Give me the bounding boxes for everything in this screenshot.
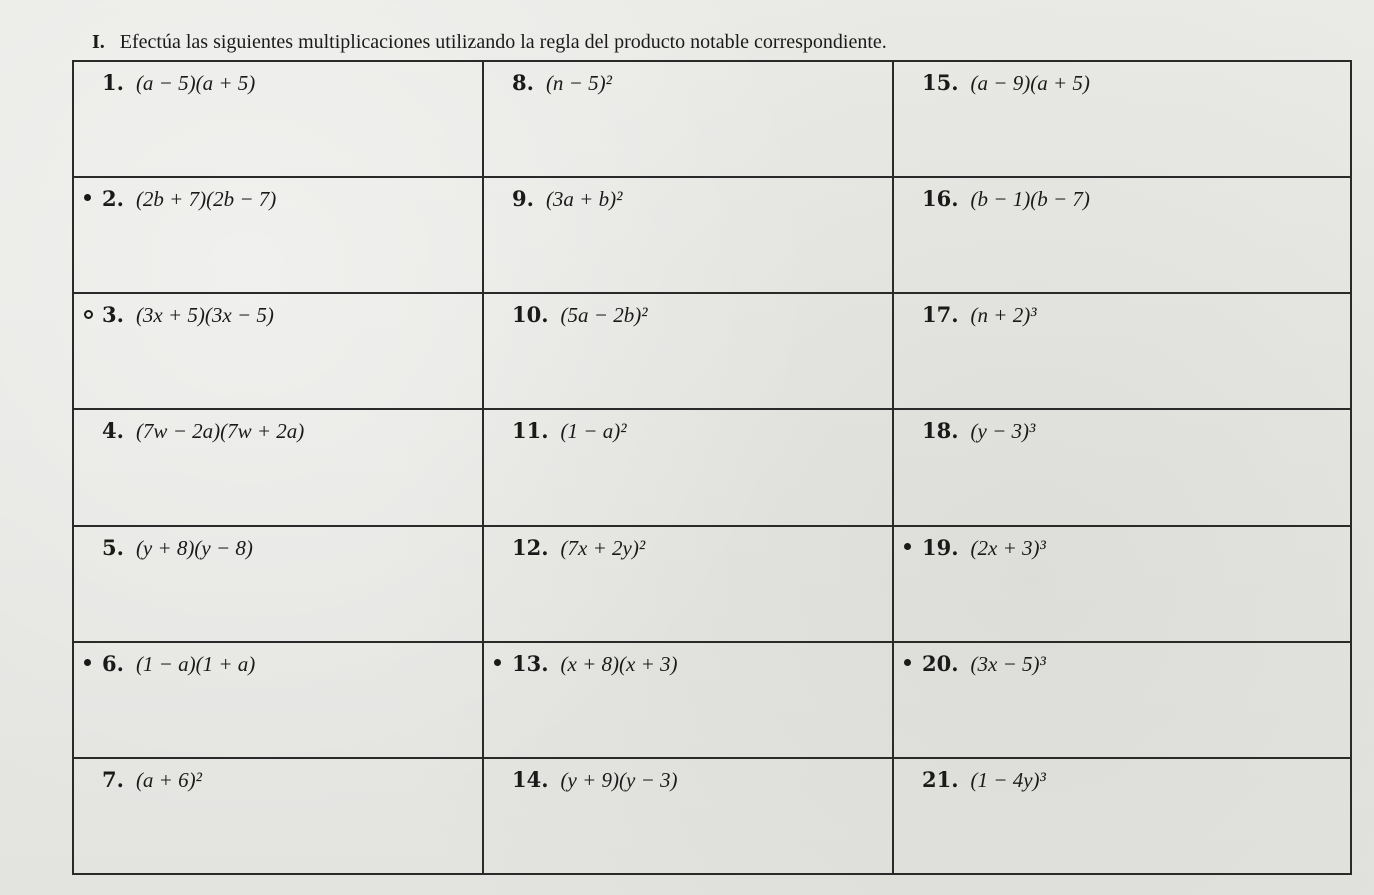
exercise-problem (512, 302, 648, 328)
exercise-cell[interactable] (483, 61, 893, 177)
exercise-cell[interactable] (73, 293, 483, 409)
exercise-expression: (y + 9)(y − 3) (560, 767, 678, 792)
exercise-expression: (5a − 2b)² (560, 303, 648, 328)
exercise-number: 2. (102, 186, 124, 212)
table-row (73, 758, 1351, 874)
exercise-number: 21. (922, 766, 959, 792)
exercise-number: 3. (102, 302, 124, 328)
exercise-cell[interactable] (73, 642, 483, 758)
exercise-problem (102, 535, 253, 561)
exercise-expression: (n − 5)² (545, 71, 612, 95)
exercise-cell[interactable] (893, 526, 1351, 642)
exercise-problem (102, 70, 255, 96)
exercise-cell[interactable] (483, 409, 893, 525)
exercise-number: 9. (512, 186, 534, 212)
exercise-cell[interactable] (73, 526, 483, 642)
exercise-cell[interactable] (893, 642, 1351, 758)
exercise-expression: (3x + 5)(3x − 5) (135, 303, 274, 328)
exercise-number: 16. (922, 186, 959, 212)
exercise-expression: (2b + 7)(2b − 7) (135, 187, 277, 212)
exercise-problem (102, 651, 255, 677)
exercise-number: 19. (922, 534, 959, 560)
exercise-problem (102, 186, 276, 212)
exercise-expression: (y + 8)(y − 8) (135, 535, 253, 560)
exercise-problem (922, 418, 1035, 444)
exercise-expression: (7w − 2a)(7w + 2a) (135, 419, 305, 444)
exercise-expression: (1 − 4y)³ (970, 767, 1046, 792)
exercise-problem (922, 767, 1046, 793)
exercise-number: 18. (922, 418, 959, 444)
exercise-number: 17. (922, 302, 959, 328)
exercise-expression: (a + 6)² (135, 767, 202, 792)
exercise-number: 11. (512, 418, 549, 444)
bullet-mark (84, 310, 93, 319)
exercise-number: 20. (922, 650, 959, 676)
exercise-expression: (x + 8)(x + 3) (560, 651, 678, 676)
exercise-expression: (7x + 2y)² (560, 535, 646, 560)
exercise-cell[interactable] (893, 61, 1351, 177)
exercise-expression: (3a + b)² (545, 187, 623, 212)
exercise-cell[interactable] (73, 61, 483, 177)
exercise-number: 13. (512, 650, 549, 676)
exercise-cell[interactable] (73, 177, 483, 293)
table-row (73, 526, 1351, 642)
instruction-text: Efectúa las siguientes multiplicaciones utilizando la regla del producto notable correspondiente. (119, 31, 887, 53)
bullet-mark (84, 659, 91, 666)
exercise-expression: (a − 5)(a + 5) (135, 71, 256, 95)
table-row (73, 61, 1351, 177)
exercise-table (72, 60, 1352, 875)
exercise-problem (512, 418, 627, 444)
exercise-number: 6. (102, 650, 124, 676)
exercise-expression: (1 − a)(1 + a) (135, 651, 256, 676)
exercise-number: 8. (512, 70, 534, 95)
exercise-expression: (a − 9)(a + 5) (970, 71, 1090, 95)
exercise-problem (922, 70, 1090, 96)
table-row (73, 642, 1351, 758)
exercise-problem (512, 186, 622, 212)
exercise-problem (512, 651, 678, 677)
bullet-mark (494, 659, 501, 666)
exercise-expression: (2x + 3)³ (970, 535, 1046, 560)
exercise-expression: (y − 3)³ (970, 419, 1036, 444)
exercise-number: 15. (922, 70, 959, 95)
exercise-problem (102, 302, 274, 328)
exercise-number: 1. (102, 70, 124, 95)
bullet-mark (84, 194, 91, 201)
exercise-cell[interactable] (73, 409, 483, 525)
exercise-cell[interactable] (483, 526, 893, 642)
instruction-number: I. (92, 31, 105, 53)
exercise-problem (512, 70, 612, 96)
exercise-problem (512, 535, 645, 561)
exercise-cell[interactable] (483, 758, 893, 874)
exercise-problem (512, 767, 678, 793)
exercise-cell[interactable] (893, 293, 1351, 409)
exercise-number: 10. (512, 302, 549, 328)
exercise-problem (922, 186, 1090, 212)
exercise-cell[interactable] (893, 177, 1351, 293)
exercise-cell[interactable] (483, 293, 893, 409)
exercise-number: 14. (512, 766, 549, 792)
exercise-cell[interactable] (483, 642, 893, 758)
instruction-heading (92, 30, 887, 54)
exercise-number: 12. (512, 534, 549, 560)
exercise-problem (922, 651, 1046, 677)
table-row (73, 177, 1351, 293)
exercise-problem (922, 535, 1046, 561)
exercise-problem (102, 767, 202, 793)
exercise-expression: (3x − 5)³ (970, 651, 1046, 676)
exercise-problem (922, 302, 1037, 328)
bullet-mark (904, 543, 911, 550)
table-row (73, 409, 1351, 525)
exercise-number: 7. (102, 766, 124, 792)
table-row (73, 293, 1351, 409)
exercise-table-body (73, 61, 1351, 874)
exercise-number: 4. (102, 418, 124, 444)
exercise-expression: (b − 1)(b − 7) (970, 187, 1090, 212)
exercise-expression: (n + 2)³ (970, 303, 1037, 328)
exercise-cell[interactable] (483, 177, 893, 293)
exercise-cell[interactable] (73, 758, 483, 874)
exercise-cell[interactable] (893, 409, 1351, 525)
exercise-expression: (1 − a)² (560, 419, 627, 444)
bullet-mark (904, 659, 911, 666)
exercise-number: 5. (102, 534, 124, 560)
exercise-cell[interactable] (893, 758, 1351, 874)
exercise-problem (102, 418, 304, 444)
